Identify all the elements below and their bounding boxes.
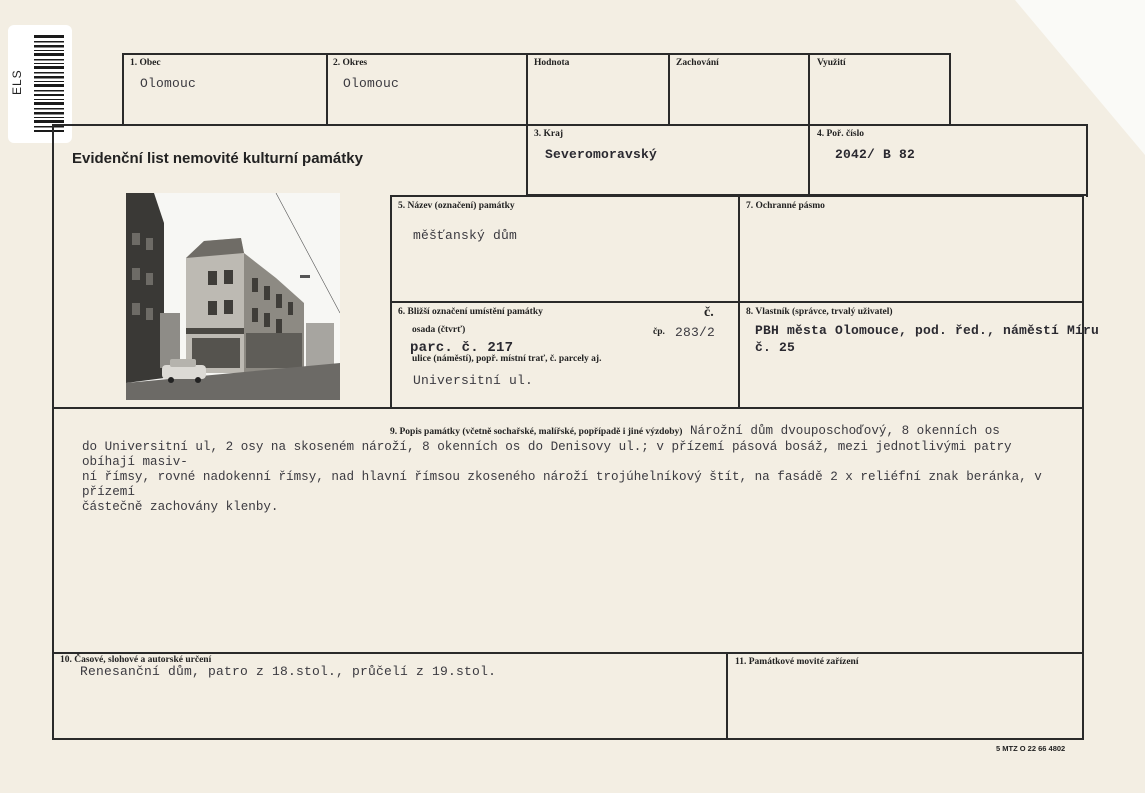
rule <box>390 195 1084 197</box>
zachovani-label: Zachování <box>676 58 719 68</box>
nazev-value: měšťanský dům <box>413 228 518 243</box>
rule <box>1082 195 1084 740</box>
monument-photo <box>126 193 340 400</box>
sticker-code: ELS <box>10 69 24 95</box>
casove-value: Renesanční dům, patro z 18.stol., průčelí z 19.stol. <box>80 664 497 679</box>
hodnota-label: Hodnota <box>534 58 570 68</box>
footer-code: 5 MTZ O 22 66 4802 <box>996 744 1066 753</box>
kraj-label: 3. Kraj <box>534 129 564 139</box>
rule <box>1086 124 1088 197</box>
vyuziti-label: Využití <box>817 58 846 68</box>
popis-label: 9. Popis památky (včetně sochařské, malířské, popřípadě i jiné výzdoby) <box>390 427 683 437</box>
popis-line2: do Universitní ul, 2 osy na skoseném nároží, 8 okenních os do Denisovy ul.; v přízemí pásová bosáž, mezi jednotlivými patry obíhají masiv- <box>82 440 1012 469</box>
movite-label: 11. Památkové movité zařízení <box>735 657 859 667</box>
umisteni-c-label: č. <box>704 305 714 320</box>
vlastnik-value-line1: PBH města Olomouce, pod. řed., náměstí Míru <box>755 323 1100 338</box>
rule <box>52 407 1084 409</box>
ulice-label: ulice (náměstí), popř. místní trať, č. parcely aj. <box>412 354 602 364</box>
vlastnik-label: 8. Vlastník (správce, trvalý uživatel) <box>746 307 893 317</box>
rule <box>326 53 328 124</box>
rule <box>949 53 951 126</box>
cp-value: 283/2 <box>675 325 716 340</box>
popis-line4: částečně zachovány klenby. <box>82 500 279 514</box>
rule <box>52 652 1084 654</box>
kraj-value: Severomoravský <box>545 147 658 162</box>
popis-line3: ní římsy, rovné nadokenní římsy, nad hlavní římsou zkoseného nároží trojúhelníkový štít, na fasádě 2 x reliéfní znak beránka, v přízemí <box>82 470 1042 499</box>
rule <box>122 53 951 55</box>
nazev-label: 5. Název (označení) památky <box>398 201 515 211</box>
vlastnik-value-line2: č. 25 <box>755 340 796 355</box>
form-title: Evidenční list nemovité kulturní památky <box>72 150 363 167</box>
casove-label: 10. Časové, slohové a autorské určení <box>60 655 212 665</box>
cp-label: čp. <box>653 327 665 337</box>
obec-label: 1. Obec <box>130 58 161 68</box>
popis-section <box>82 424 1072 515</box>
ulice-value: Universitní ul. <box>413 373 534 388</box>
okres-value: Olomouc <box>343 76 400 91</box>
rule <box>52 124 54 740</box>
rule <box>52 124 1088 126</box>
barcode-icon <box>34 33 64 133</box>
por-cislo-label: 4. Poř. číslo <box>817 129 864 139</box>
parc-value: parc. č. 217 <box>410 340 514 356</box>
por-cislo-value: 2042/ B 82 <box>835 147 916 162</box>
ochranne-pasmo-label: 7. Ochranné pásmo <box>746 201 825 211</box>
osada-label: osada (čtvrť) <box>412 325 466 335</box>
umisteni-label: 6. Bližší označení umístění památky <box>398 307 543 317</box>
obec-value: Olomouc <box>140 76 197 91</box>
rule <box>52 738 1084 740</box>
rule <box>390 301 1084 303</box>
building-photo-image <box>126 193 340 400</box>
rule <box>668 53 670 124</box>
rule <box>726 652 728 740</box>
popis-first-line <box>82 424 1072 440</box>
popis-line1: Nárožní dům dvouposchoďový, 8 okenních os <box>689 424 1000 438</box>
okres-label: 2. Okres <box>333 58 368 68</box>
rule <box>122 53 124 124</box>
